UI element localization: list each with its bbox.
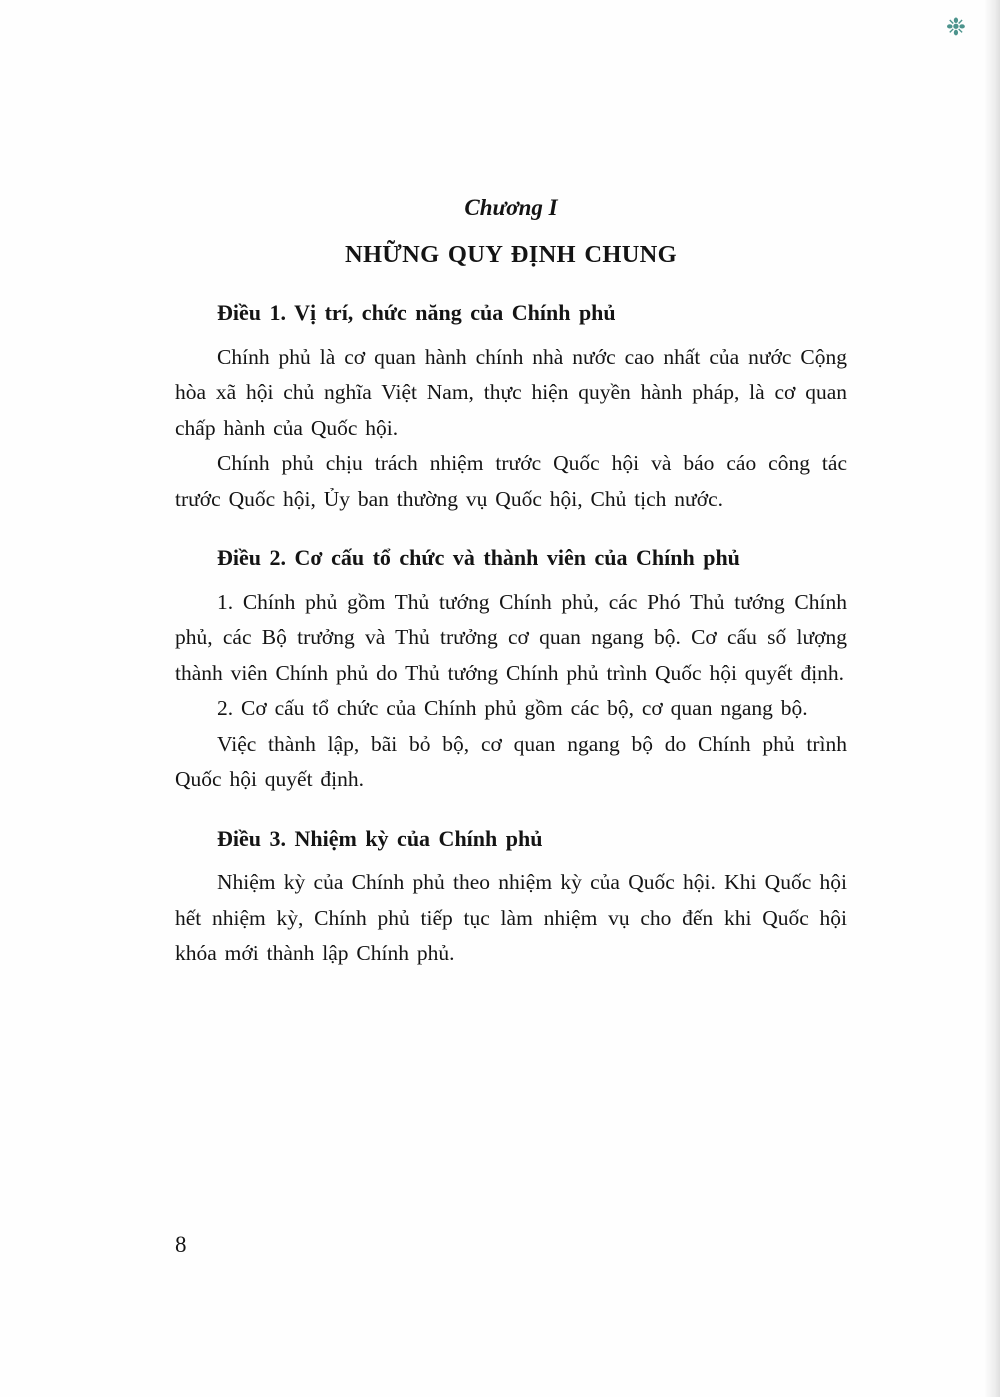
paragraph: 1. Chính phủ gồm Thủ tướng Chính phủ, các Phó Thủ tướng Chính phủ, các Bộ trưởng và Thủ trưởng cơ quan ngang bộ. Cơ cấu số lượng thành viên Chính phủ do Thủ tướng Chính phủ trình Quốc hội quyết định. [175,589,847,685]
flower-icon: ❉ [945,15,966,41]
paragraph: Việc thành lập, bãi bỏ bộ, cơ quan ngang bộ do Chính phủ trình Quốc hội quyết định. [175,731,847,791]
paragraph: Chính phủ là cơ quan hành chính nhà nước cao nhất của nước Cộng hòa xã hội chủ nghĩa Việt Nam, thực hiện quyền hành pháp, là cơ quan chấp hành của Quốc hội. [175,344,847,440]
article-heading: Điều 2. Cơ cấu tổ chức và thành viên của Chính phủ [217,545,740,570]
paragraph: Nhiệm kỳ của Chính phủ theo nhiệm kỳ của Quốc hội. Khi Quốc hội hết nhiệm kỳ, Chính phủ tiếp tục làm nhiệm vụ cho đến khi Quốc hội khóa mới thành lập Chính phủ. [175,870,847,965]
text-block [175,190,847,972]
paragraph: 2. Cơ cấu tổ chức của Chính phủ gồm các bộ, cơ quan ngang bộ. [217,696,808,720]
paragraph: Chính phủ chịu trách nhiệm trước Quốc hội và báo cáo công tác trước Quốc hội, Ủy ban thường vụ Quốc hội, Chủ tịch nước. [175,451,847,511]
article-heading: Điều 3. Nhiệm kỳ của Chính phủ [217,825,543,851]
page-number: 8 [175,1232,187,1257]
chapter-label: Chương I [464,195,558,220]
chapter-title: NHỮNG QUY ĐỊNH CHUNG [344,240,678,268]
article-heading: Điều 1. Vị trí, chức năng của Chính phủ [217,300,616,325]
page-edge-shadow [984,0,1000,1397]
